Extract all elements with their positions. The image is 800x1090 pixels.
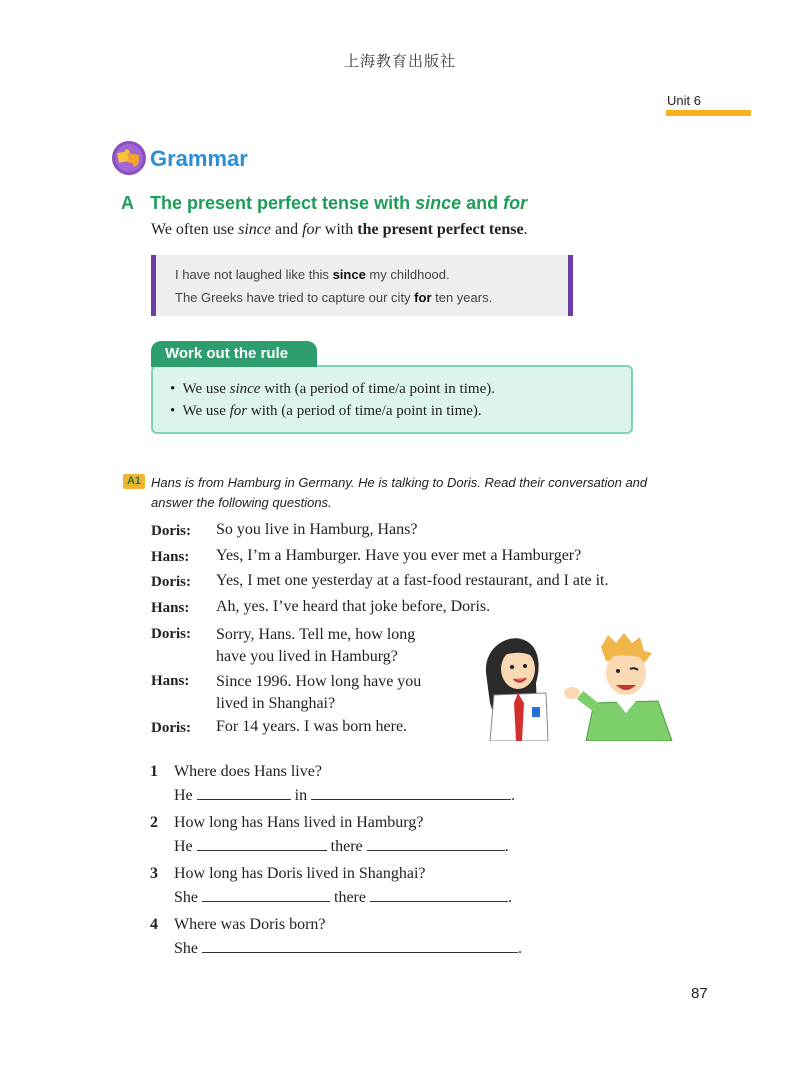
rule-pre: We use: [182, 381, 230, 397]
question-text: How long has Hans lived in Hamburg?: [174, 814, 424, 831]
answer-blank[interactable]: [367, 836, 505, 851]
answer-end: .: [507, 889, 512, 906]
dialogue-line: Yes, I met one yesterday at a fast-food restaurant, and I ate it.: [216, 572, 609, 589]
dialogue-line-part: Since 1996. How long have you: [216, 673, 422, 690]
unit-label: Unit 6: [667, 93, 701, 108]
dialogue-line-part: Sorry, Hans. Tell me, how long: [216, 626, 416, 643]
page-number: 87: [691, 985, 708, 1002]
dialogue-speaker: Doris:: [151, 574, 191, 590]
dialogue-speaker: Hans:: [151, 549, 190, 565]
rule-item: [170, 403, 482, 420]
answer-subject: He: [174, 787, 193, 804]
rule-word: for: [229, 403, 248, 419]
rule-bullet: •: [170, 403, 176, 419]
answer-line: [174, 785, 515, 805]
answer-blank[interactable]: [197, 785, 291, 800]
answer-mid: there: [334, 889, 366, 906]
a1-badge: A1: [123, 474, 145, 489]
example-key: since: [332, 267, 366, 282]
rule-post: with (a period of time/a point in time).: [260, 381, 495, 397]
intro-t3: with: [320, 221, 358, 238]
publisher-name: 上海教育出版社: [343, 52, 456, 70]
rule-post: with (a period of time/a point in time).: [247, 403, 482, 419]
answer-subject: She: [174, 889, 198, 906]
dialogue-line: [216, 671, 456, 715]
intro-t1: We often use: [151, 221, 239, 238]
question-number: 4: [150, 916, 158, 933]
dialogue-speaker: Hans:: [151, 673, 190, 689]
rule-item: [170, 381, 495, 398]
dialogue-line: For 14 years. I was born here.: [216, 718, 408, 735]
doris-hans-illustration: [476, 633, 676, 741]
example-bar-right: [568, 255, 573, 316]
dialogue-speaker: Doris:: [151, 626, 191, 642]
intro-t4: .: [523, 221, 528, 238]
rule-word: since: [229, 381, 261, 397]
example-bar-left: [151, 255, 156, 316]
answer-end: .: [504, 838, 509, 855]
question-number: 1: [150, 763, 158, 780]
intro-text: [151, 221, 528, 239]
dialogue-line: [216, 624, 456, 668]
section-title-for: for: [503, 193, 528, 213]
example-after: ten years.: [431, 290, 493, 305]
dialogue-line-part: have you lived in Hamburg?: [216, 648, 398, 665]
intro-bold: the present perfect tense: [357, 221, 524, 238]
dialogue-line: So you live in Hamburg, Hans?: [216, 521, 418, 538]
example-before: I have not laughed like this: [175, 267, 333, 282]
example-key: for: [414, 290, 432, 305]
rule-pre: We use: [182, 403, 230, 419]
unit-bar: [666, 110, 751, 116]
answer-blank[interactable]: [311, 785, 511, 800]
section-title: [150, 193, 527, 214]
rule-bullet: •: [170, 381, 176, 397]
section-title-and: and: [461, 193, 504, 213]
dialogue-line-part: lived in Shanghai?: [216, 695, 336, 712]
example-sentence: [175, 290, 492, 305]
question-text: How long has Doris lived in Shanghai?: [174, 865, 426, 882]
answer-blank[interactable]: [202, 938, 518, 953]
grammar-title: Grammar: [150, 146, 248, 171]
answer-mid: in: [294, 787, 308, 804]
question-number: 2: [150, 814, 158, 831]
dialogue-speaker: Doris:: [151, 720, 191, 736]
intro-t2: and: [271, 221, 303, 238]
answer-end: .: [511, 787, 516, 804]
answer-end: .: [518, 940, 522, 957]
intro-since: since: [238, 221, 271, 238]
example-after: my childhood.: [365, 267, 450, 282]
answer-blank[interactable]: [202, 887, 330, 902]
intro-for: for: [302, 221, 321, 238]
a1-instruction: Hans is from Hamburg in Germany. He is talking to Doris. Read their conversation and answer the following questions.: [151, 475, 648, 510]
rule-box: [151, 365, 633, 434]
question-number: 3: [150, 865, 158, 882]
section-title-pre: The present perfect tense with: [150, 193, 416, 213]
dialogue-line: Ah, yes. I’ve heard that joke before, Doris.: [216, 598, 491, 615]
example-sentence: [175, 267, 450, 282]
rule-tab-label: Work out the rule: [165, 345, 289, 362]
section-letter: A: [121, 193, 134, 213]
answer-line: [174, 938, 522, 958]
answer-subject: She: [174, 940, 198, 957]
answer-mid: there: [330, 838, 363, 855]
section-title-since: since: [415, 193, 462, 213]
example-box: [151, 255, 572, 316]
answer-blank[interactable]: [370, 887, 508, 902]
answer-blank[interactable]: [197, 836, 327, 851]
dialogue-speaker: Hans:: [151, 600, 190, 616]
question-text: Where was Doris born?: [174, 916, 326, 933]
answer-subject: He: [174, 838, 193, 855]
grammar-puzzle-icon: [111, 140, 147, 176]
example-before: The Greeks have tried to capture our city: [175, 290, 415, 305]
dialogue-line: Yes, I’m a Hamburger. Have you ever met a Hamburger?: [216, 547, 582, 564]
answer-line: [174, 887, 512, 907]
question-text: Where does Hans live?: [174, 763, 322, 780]
answer-line: [174, 836, 509, 856]
dialogue-speaker: Doris:: [151, 523, 191, 539]
